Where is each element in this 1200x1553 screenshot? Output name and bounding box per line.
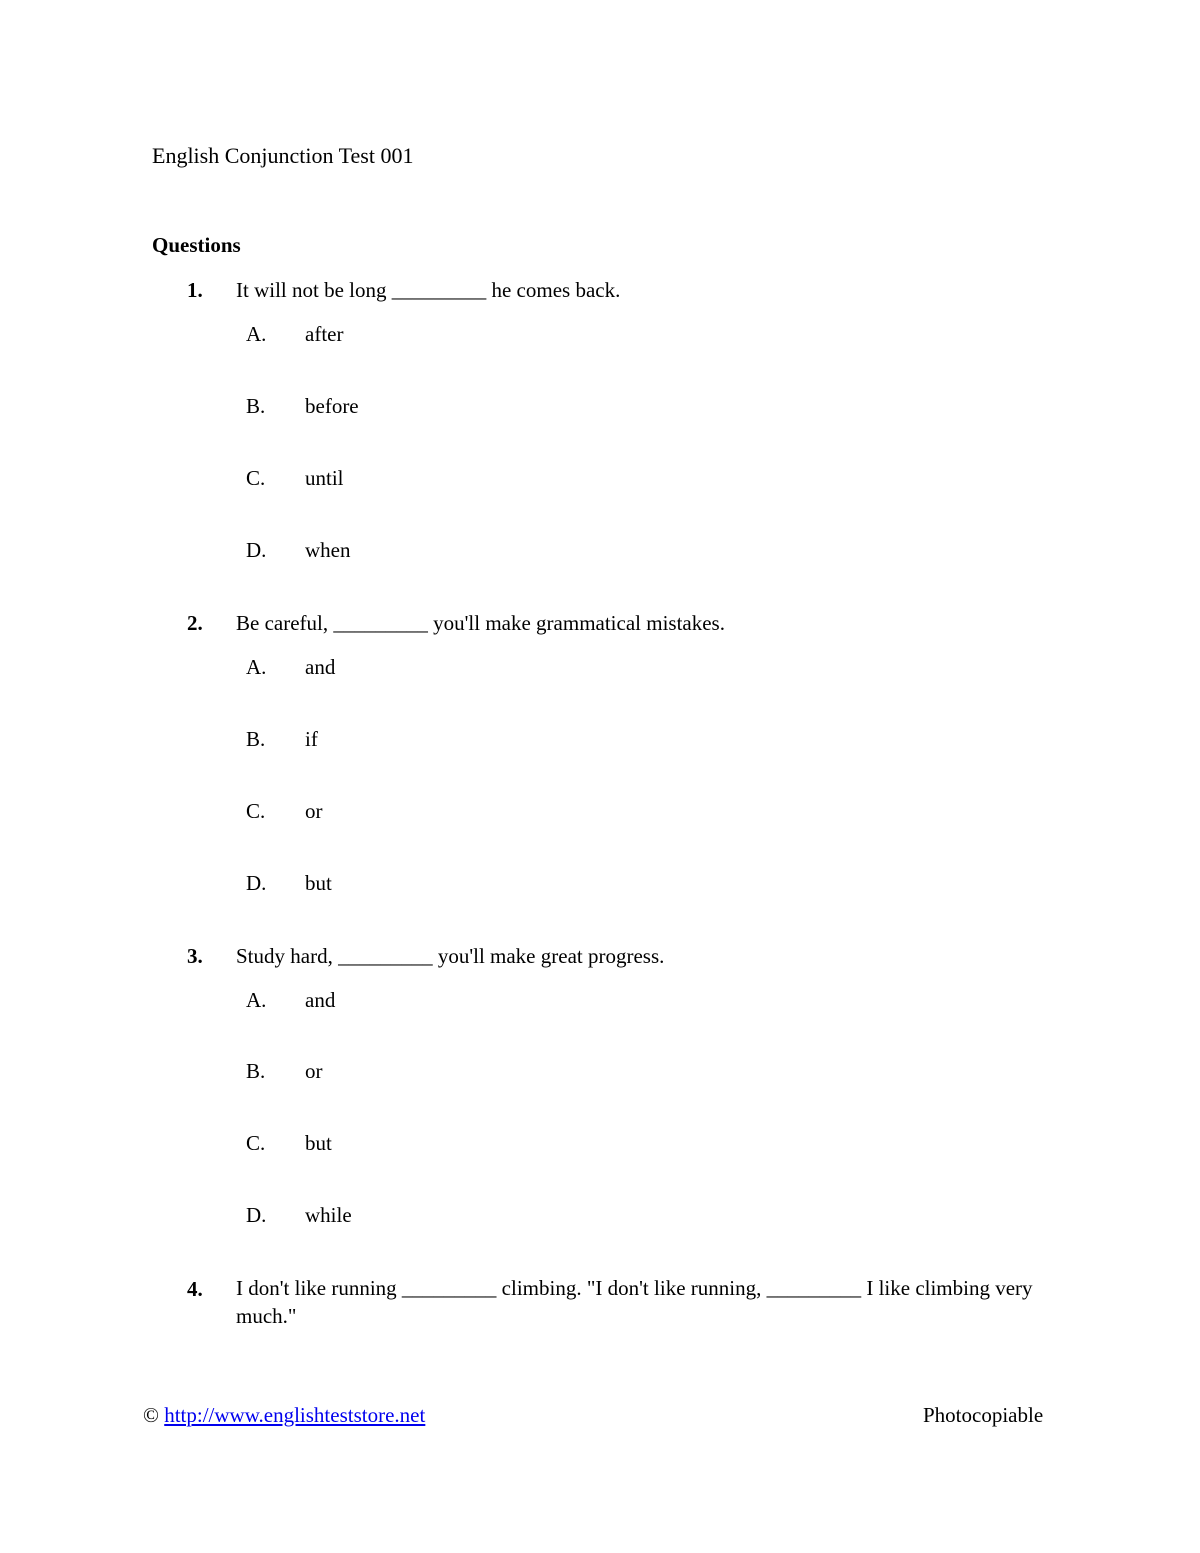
option-letter: B. [246, 727, 266, 751]
question-number: 3. [187, 944, 203, 968]
option-letter: C. [246, 799, 266, 823]
option-letter: A. [246, 988, 267, 1012]
option-letter: A. [246, 322, 267, 346]
option-text: when [305, 538, 351, 562]
option-text: but [305, 871, 332, 895]
option-text: and [305, 655, 336, 679]
document-title: English Conjunction Test 001 [152, 143, 414, 168]
option-letter: B. [246, 394, 266, 418]
option-text: before [305, 394, 359, 418]
option-text: until [305, 466, 344, 490]
option-letter: C. [246, 1131, 266, 1155]
option-letter: B. [246, 1059, 266, 1083]
question-number: 4. [187, 1277, 203, 1301]
option-letter: C. [246, 466, 266, 490]
section-heading: Questions [152, 233, 241, 257]
question-text: It will not be long _________ he comes back. [236, 278, 621, 302]
question-text: I don't like running _________ climbing. "I don't like running, _________ I like climbing very much." [236, 1276, 1033, 1328]
option-text: but [305, 1131, 332, 1155]
copyright-symbol: © [143, 1403, 159, 1427]
option-letter: D. [246, 538, 267, 562]
option-text: while [305, 1203, 352, 1227]
footer-copyright [143, 1405, 425, 1426]
option-text: if [305, 727, 318, 751]
option-letter: D. [246, 1203, 267, 1227]
website-link[interactable]: http://www.englishteststore.net [164, 1403, 426, 1427]
option-text: after [305, 322, 344, 346]
option-letter: D. [246, 871, 267, 895]
question-number: 2. [187, 611, 203, 635]
footer-photocopiable: Photocopiable [923, 1403, 1044, 1427]
option-letter: A. [246, 655, 267, 679]
question-text: Be careful, _________ you'll make grammatical mistakes. [236, 611, 725, 635]
option-text: or [305, 799, 323, 823]
option-text: and [305, 988, 336, 1012]
question-text: Study hard, _________ you'll make great progress. [236, 944, 665, 968]
option-text: or [305, 1059, 323, 1083]
question-number: 1. [187, 278, 203, 302]
